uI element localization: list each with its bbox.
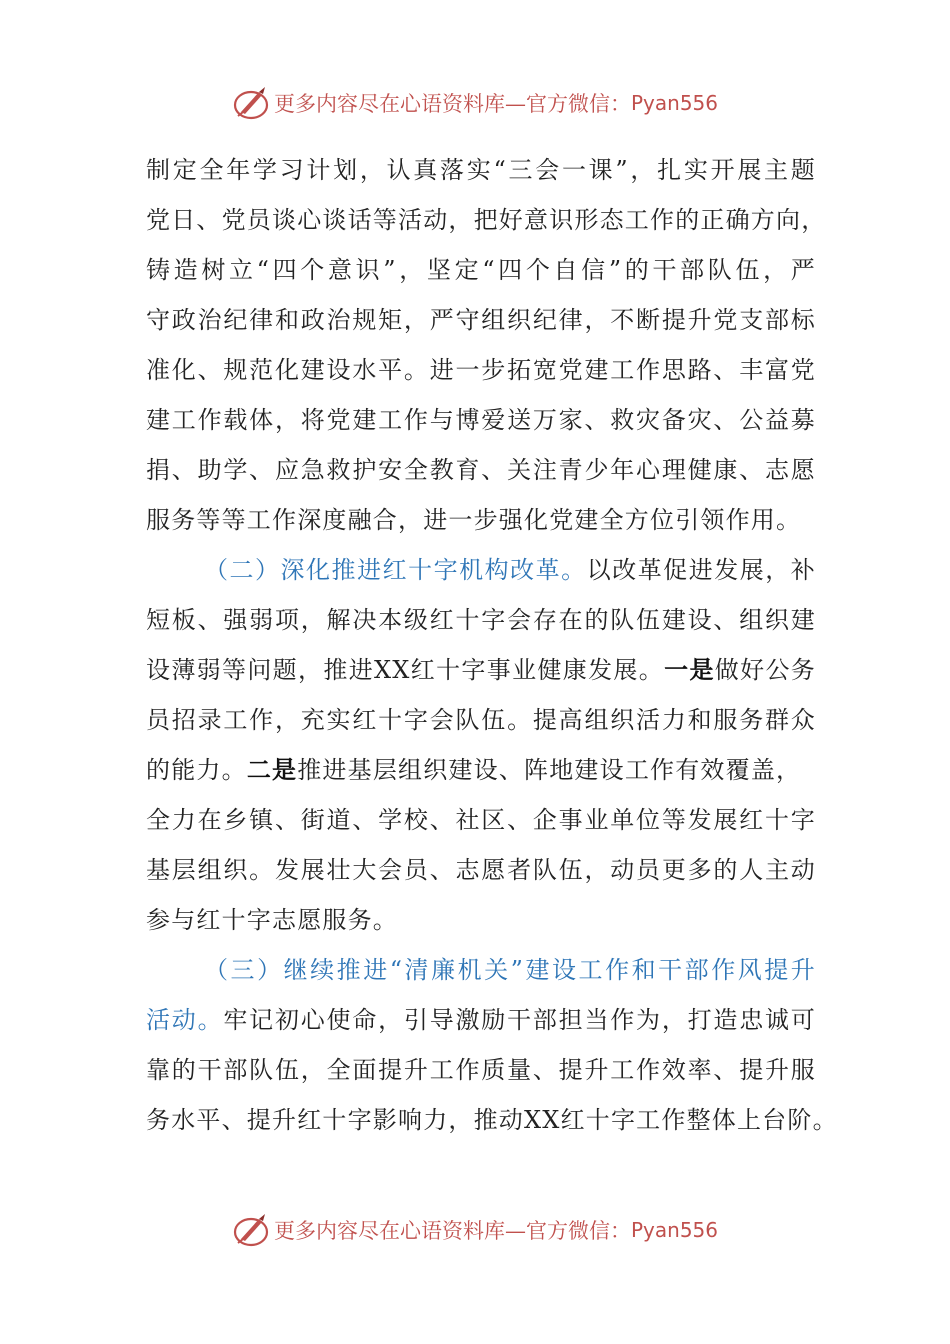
text-line	[146, 745, 816, 795]
banner-wechat-id: Pyan556	[630, 91, 718, 115]
text-line: 务水平、提升红十字影响力，推动XX红十字工作整体上台阶。	[146, 1106, 838, 1134]
text-line: 参与红十字志愿服务。	[146, 906, 398, 934]
text-line: 员招录工作，充实红十字会队伍。提高组织活力和服务群众	[146, 706, 816, 734]
text-span: 推进基层组织建设、阵地建设工作有效覆盖，	[297, 756, 802, 784]
emphasis-first: 一是	[664, 655, 715, 684]
text-line	[146, 645, 816, 695]
text-line: 建工作载体，将党建工作与博爱送万家、救灾备灾、公益募	[146, 406, 816, 434]
section-heading-3-cont: 活动。	[146, 1006, 224, 1034]
text-line: 短板、强弱项，解决本级红十字会存在的队伍建设、组织建	[146, 606, 816, 634]
text-line: 守政治纪律和政治规矩，严守组织纪律，不断提升党支部标	[146, 306, 816, 334]
text-line: 服务等等工作深度融合，进一步强化党建全方位引领作用。	[146, 506, 802, 534]
banner-wechat-id: Pyan556	[630, 1218, 718, 1242]
text-span: 以改革促进发展，补	[586, 556, 816, 584]
quill-logo-icon	[232, 1212, 270, 1248]
text-line: 靠的干部队伍，全面提升工作质量、提升工作效率、提升服	[146, 1056, 816, 1084]
emphasis-second: 二是	[246, 755, 298, 784]
banner-text: 更多内容尽在心语资料库—官方微信：	[273, 1219, 631, 1243]
section-heading-3: （三）继续推进“清廉机关”建设工作和干部作风提升	[204, 956, 816, 984]
text-line: 党日、党员谈心谈话等活动，把好意识形态工作的正确方向，	[146, 206, 827, 234]
section-heading-2: （二）深化推进红十字机构改革。	[204, 556, 587, 584]
text-span: 的能力。	[146, 756, 247, 784]
text-line: 基层组织。发展壮大会员、志愿者队伍，动员更多的人主动	[146, 856, 816, 884]
text-line: 捐、助学、应急救护安全教育、关注青少年心理健康、志愿	[146, 456, 816, 484]
text-span: 牢记初心使命，引导激励干部担当作为，打造忠诚可	[223, 1006, 816, 1034]
text-span: 设薄弱等问题，推进XX红十字事业健康发展。	[146, 656, 665, 684]
text-line: 准化、规范化建设水平。进一步拓宽党建工作思路、丰富党	[146, 356, 816, 384]
banner-text: 更多内容尽在心语资料库—官方微信：	[273, 92, 631, 116]
section-line	[146, 545, 816, 595]
text-line: 铸造树立“四个意识”，坚定“四个自信”的干部队伍，严	[146, 256, 816, 284]
text-line: 制定全年学习计划，认真落实“三会一课”，扎实开展主题	[146, 156, 816, 184]
quill-logo-icon	[232, 85, 270, 121]
text-span: 做好公务	[714, 656, 817, 684]
text-line	[146, 995, 816, 1045]
document-body	[146, 145, 838, 1145]
footer-watermark-banner	[0, 1210, 950, 1250]
header-watermark-banner	[0, 83, 950, 123]
text-line: 全力在乡镇、街道、学校、社区、企事业单位等发展红十字	[146, 806, 816, 834]
